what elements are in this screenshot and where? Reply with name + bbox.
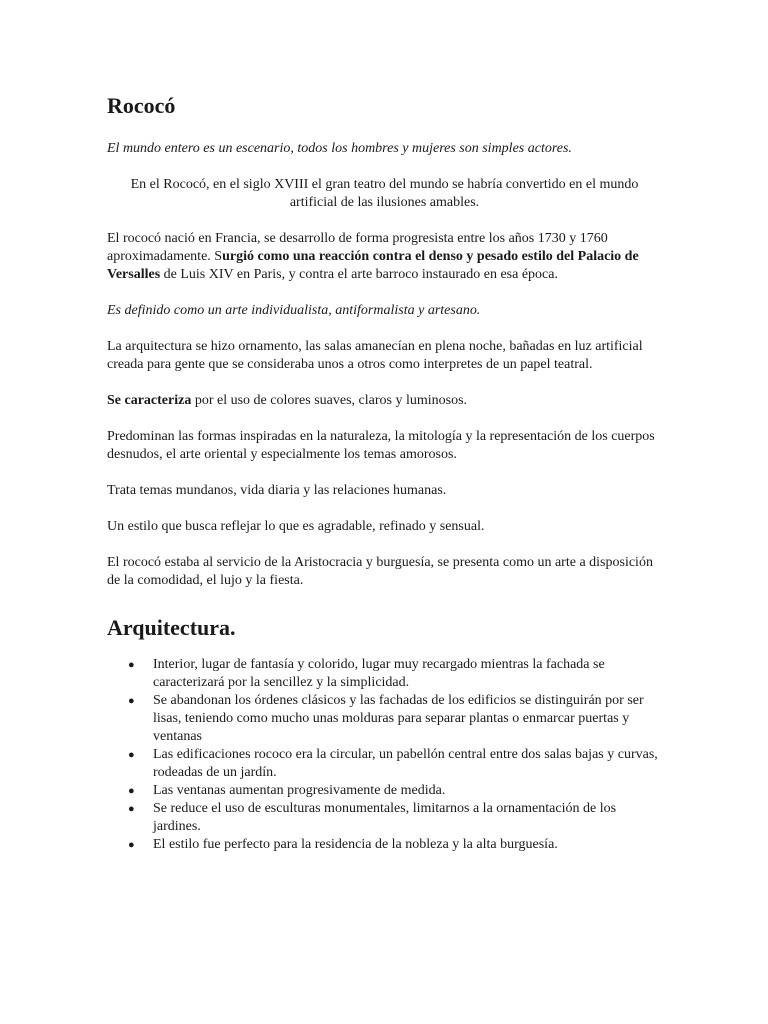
bullet-icon: ● — [128, 839, 135, 851]
origin-text-end: de Luis XIV en Paris, y contra el arte barroco instaurado en esa época. — [160, 267, 558, 282]
characterized-rest-text: por el uso de colores suaves, claros y luminosos. — [191, 393, 468, 408]
origin-text-start: El rococó nació en Francia, se desarrollo de forma progresista entre los años 1730 y 1760 aproximadamente. S — [107, 231, 608, 264]
section-title-architecture: Arquitectura. — [107, 615, 236, 640]
quote-paragraph: El mundo entero es un escenario, todos los hombres y mujeres son simples actores. — [107, 141, 572, 156]
bullet-icon: ● — [128, 695, 135, 707]
list-item-text: Las ventanas aumentan progresivamente de medida. — [153, 783, 446, 798]
bullet-icon: ● — [128, 803, 135, 815]
list-item-text: Se abandonan los órdenes clásicos y las fachadas de los edificios se distinguirán por ser lisas, teniendo como mucho unas molduras para separar plantas o enmarcar puertas y ventanas — [153, 693, 644, 744]
list-item — [107, 746, 662, 782]
architecture-bullet-list — [107, 656, 662, 854]
list-item — [107, 782, 662, 800]
list-item-text: El estilo fue perfecto para la residencia de la nobleza y la alta burguesía. — [153, 837, 558, 852]
document-title: Rococó — [107, 93, 176, 118]
origin-paragraph — [107, 230, 662, 284]
origin-bold-text: urgió como una reacción contra el denso y pesado estilo del Palacio de Versalles — [107, 249, 639, 282]
bullet-icon: ● — [128, 785, 135, 797]
characterized-paragraph — [107, 392, 662, 410]
forms-paragraph: Predominan las formas inspiradas en la naturaleza, la mitología y la representación de los cuerpos desnudos, el arte oriental y especialmente los temas amorosos. — [107, 429, 655, 462]
list-item — [107, 836, 662, 854]
list-item-text: Se reduce el uso de esculturas monumentales, limitarnos a la ornamentación de los jardines. — [153, 801, 617, 834]
definition-paragraph: Es definido como un arte individualista, antiformalista y artesano. — [107, 303, 481, 318]
style-paragraph: Un estilo que busca reflejar lo que es agradable, refinado y sensual. — [107, 519, 485, 534]
list-item — [107, 692, 662, 746]
list-item — [107, 656, 662, 692]
list-item — [107, 800, 662, 836]
characterized-bold-text: Se caracteriza — [107, 393, 192, 408]
intro-paragraph: En el Rococó, en el siglo XVIII el gran teatro del mundo se habría convertido en el mundo artificial de las ilusiones amables. — [130, 177, 639, 210]
bullet-icon: ● — [128, 749, 135, 761]
service-paragraph: El rococó estaba al servicio de la Aristocracia y burguesía, se presenta como un arte a disposición de la comodidad, el lujo y la fiesta. — [107, 555, 653, 588]
themes-paragraph: Trata temas mundanos, vida diaria y las relaciones humanas. — [107, 483, 447, 498]
bullet-icon: ● — [128, 659, 135, 671]
document-page — [107, 92, 662, 854]
list-item-text: Interior, lugar de fantasía y colorido, lugar muy recargado mientras la fachada se caracterizará por la sencillez y la simplicidad. — [153, 657, 605, 690]
list-item-text: Las edificaciones rococo era la circular, un pabellón central entre dos salas bajas y curvas, rodeadas de un jardín. — [153, 747, 658, 780]
architecture-ornament-paragraph: La arquitectura se hizo ornamento, las salas amanecían en plena noche, bañadas en luz artificial creada para gente que se consideraba unos a otros como interpretes de un papel teatral. — [107, 339, 643, 372]
